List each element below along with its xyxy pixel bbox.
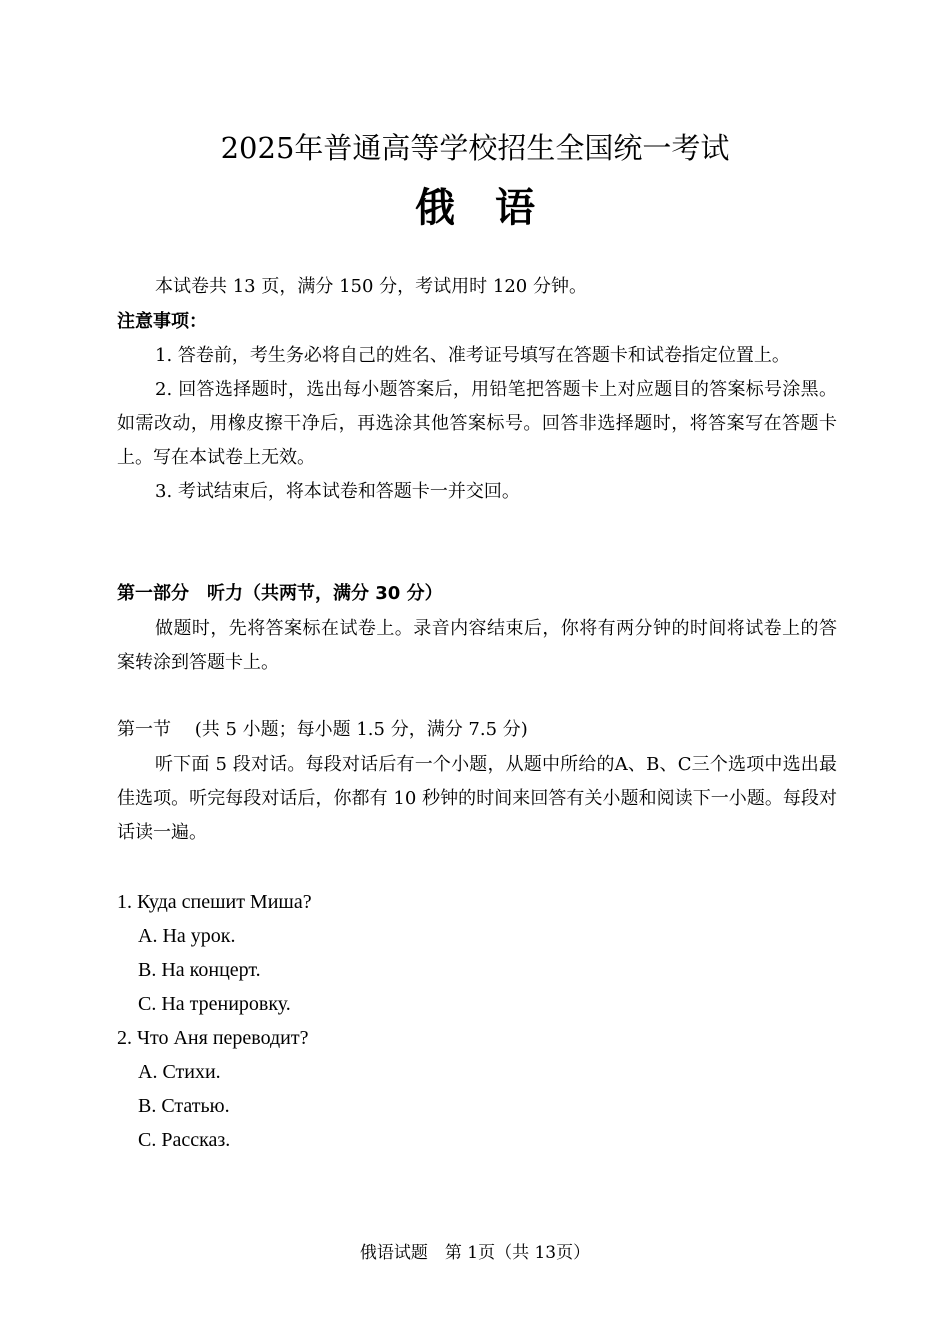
page-footer: 俄语试题 第 1页（共 13页） <box>359 1243 591 1263</box>
question-1-stem: 1. Куда спешит Миша? <box>117 891 312 913</box>
notice-item-3: 3. 考试结束后，将本试卷和答题卡一并交回。 <box>155 481 520 502</box>
question-1-option-c: C. На тренировку. <box>138 993 291 1015</box>
question-2-option-c: C. Рассказ. <box>138 1129 231 1151</box>
notice-item-2: 2. 回答选择题时，选出每小题答案后，用铅笔把答题卡上对应题目的答案标号涂黑。如需改动，用橡皮擦干净后，再选涂其他答案标号。回答非选择题时，将答案写在答题卡上。写在本试卷上无效。 <box>117 379 837 468</box>
notice-heading: 注意事项： <box>117 311 207 332</box>
question-2-option-b: B. Статью. <box>138 1095 230 1117</box>
exam-title: 2025年普通高等学校招生全国统一考试 <box>220 131 730 165</box>
question-2-stem: 2. Что Аня переводит? <box>117 1027 309 1049</box>
question-2-option-a: A. Стихи. <box>138 1061 221 1083</box>
notice-item-1: 1. 答卷前，考生务必将自己的姓名、准考证号填写在答题卡和试卷指定位置上。 <box>155 345 790 366</box>
part1-heading: 第一部分 听力（共两节，满分 30 分） <box>117 583 443 604</box>
part1-instruction: 做题时，先将答案标在试卷上。录音内容结束后，你将有两分钟的时间将试卷上的答案转涂到答题卡上。 <box>117 618 837 673</box>
question-1-option-b: B. На концерт. <box>138 959 261 981</box>
question-1-option-a: A. На урок. <box>138 925 236 947</box>
section1-instruction: 听下面 5 段对话。每段对话后有一个小题，从题中所给的A、B、C三个选项中选出最佳选项。听完每段对话后，你都有 10 秒钟的时间来回答有关小题和阅读下一小题。每段对话读一遍。 <box>117 754 837 843</box>
exam-intro: 本试卷共 13 页，满分 150 分，考试用时 120 分钟。 <box>155 276 587 297</box>
section1-heading: 第一节 (共 5 小题；每小题 1.5 分，满分 7.5 分) <box>117 719 528 740</box>
subject-title: 俄语 <box>415 185 575 231</box>
